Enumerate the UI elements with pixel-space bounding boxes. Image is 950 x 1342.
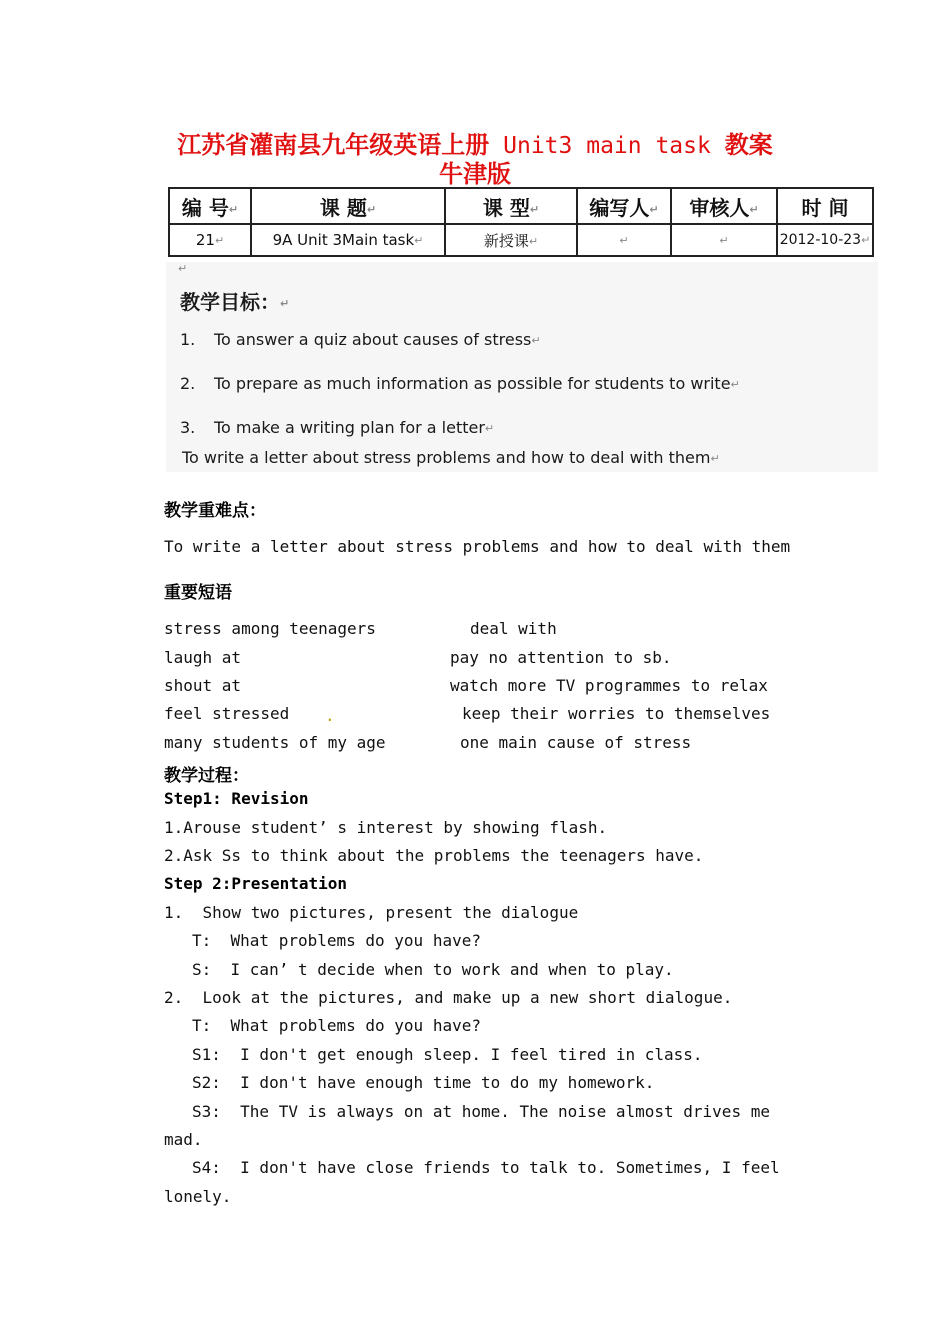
step2-item-2: 2. Look at the pictures, and make up a new short dialogue. xyxy=(164,988,733,1007)
paragraph-mark-icon: ↵ xyxy=(178,262,188,275)
cell-number: 21↵ xyxy=(169,224,251,256)
dialogue-line: S2: I don't have enough time to do my homework. xyxy=(192,1073,655,1092)
process-heading: 教学过程： xyxy=(164,766,249,786)
phrase-right-5: one main cause of stress xyxy=(460,733,692,752)
objective-item-2: 2. To prepare as much information as possible for students to write↵ xyxy=(180,374,740,393)
step1-line-2: 2.Ask Ss to think about the problems the teenagers have. xyxy=(164,846,704,865)
dialogue-line: S3: The TV is always on at home. The noise almost drives me xyxy=(192,1102,770,1121)
stray-mark: . xyxy=(325,706,335,725)
phrase-right-1: deal with xyxy=(470,619,557,638)
phrase-left-4: feel stressed xyxy=(164,704,290,723)
document-subtitle: 牛津版 xyxy=(439,159,511,188)
dialogue-line-cont: lonely. xyxy=(164,1187,232,1206)
objectives-block xyxy=(166,262,878,472)
dialogue-line: S: I can’ t decide when to work and when to play. xyxy=(192,960,674,979)
objectives-heading: 教学目标：↵ xyxy=(180,290,290,314)
step1-title: Step1: Revision xyxy=(164,789,309,808)
step2-title: Step 2:Presentation xyxy=(164,874,348,893)
lesson-info-table xyxy=(168,187,874,257)
cell-author: ↵ xyxy=(577,224,671,256)
phrase-left-3: shout at xyxy=(164,676,242,695)
phrase-right-2: pay no attention to sb. xyxy=(450,648,672,667)
table-row xyxy=(169,224,873,256)
header-topic: 课 题↵ xyxy=(251,188,445,224)
header-date: 时 间 xyxy=(777,188,873,224)
header-author: 编写人↵ xyxy=(577,188,671,224)
key-points-heading: 教学重难点： xyxy=(164,501,266,521)
objective-summary: To write a letter about stress problems and how to deal with them↵ xyxy=(182,448,720,467)
phrase-left-5: many students of my age xyxy=(164,733,386,752)
header-number: 编 号↵ xyxy=(169,188,251,224)
cell-date: 2012-10-23↵ xyxy=(777,224,873,256)
cell-topic: 9A Unit 3Main task↵ xyxy=(251,224,445,256)
dialogue-line: T: What problems do you have? xyxy=(192,1016,481,1035)
key-points-text: To write a letter about stress problems and how to deal with them xyxy=(164,537,791,556)
dialogue-line-cont: mad. xyxy=(164,1130,203,1149)
phrase-right-4: keep their worries to themselves xyxy=(462,704,771,723)
cell-reviewer: ↵ xyxy=(671,224,777,256)
phrase-right-3: watch more TV programmes to relax xyxy=(450,676,768,695)
table-header-row xyxy=(169,188,873,224)
dialogue-line: T: What problems do you have? xyxy=(192,931,481,950)
objective-item-3: 3. To make a writing plan for a letter↵ xyxy=(180,418,495,437)
cell-lesson-type: 新授课↵ xyxy=(445,224,577,256)
dialogue-line: S4: I don't have close friends to talk to. Sometimes, I feel xyxy=(192,1158,780,1177)
step1-line-1: 1.Arouse student’ s interest by showing flash. xyxy=(164,818,608,837)
header-reviewer: 审核人↵ xyxy=(671,188,777,224)
phrase-left-1: stress among teenagers xyxy=(164,619,376,638)
objective-item-1: 1. To answer a quiz about causes of stress↵ xyxy=(180,330,541,349)
dialogue-line: S1: I don't get enough sleep. I feel tired in class. xyxy=(192,1045,703,1064)
document-title: 江苏省灌南县九年级英语上册 Unit3 main task 教案 xyxy=(177,130,773,159)
header-lesson-type: 课 型↵ xyxy=(445,188,577,224)
phrases-heading: 重要短语 xyxy=(164,583,232,603)
phrase-left-2: laugh at xyxy=(164,648,242,667)
step2-item-1: 1. Show two pictures, present the dialogue xyxy=(164,903,579,922)
